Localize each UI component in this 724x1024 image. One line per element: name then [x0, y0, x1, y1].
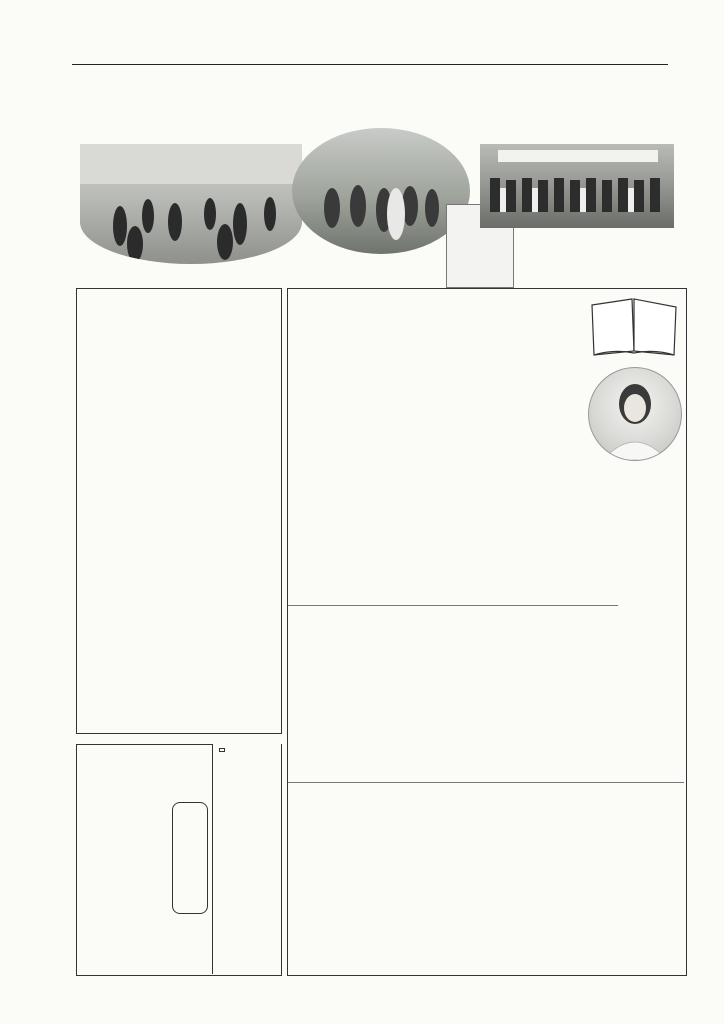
label-kenko	[646, 305, 666, 349]
editor-text	[81, 753, 231, 939]
editor-signature	[85, 877, 103, 967]
health-article-box	[287, 288, 687, 976]
author-portrait	[588, 367, 682, 461]
health-top-text	[292, 293, 588, 355]
health-bottom-text	[292, 786, 678, 968]
section-divider-top	[288, 605, 618, 606]
portrait-figure	[589, 368, 681, 460]
correction-heading	[219, 748, 225, 752]
editor-title	[172, 802, 208, 914]
left-photo-figures	[80, 144, 302, 264]
health-middle-text	[292, 611, 618, 777]
center-photo-figures	[292, 128, 470, 254]
author-group	[626, 529, 644, 729]
book-shape	[588, 295, 680, 359]
right-photo-figures	[480, 144, 674, 228]
book-icon	[588, 295, 680, 359]
correction-line-1	[257, 788, 277, 968]
left-photo	[80, 144, 302, 264]
schedule-box	[76, 288, 282, 734]
author-name	[604, 649, 624, 779]
center-photo	[292, 128, 470, 254]
correction-box	[212, 744, 281, 974]
label-dangi	[604, 309, 624, 353]
right-photo	[480, 144, 674, 228]
header-rule	[72, 64, 668, 65]
section-divider-bottom	[288, 782, 684, 783]
correction-line-2	[237, 788, 257, 968]
article-title	[648, 479, 678, 609]
